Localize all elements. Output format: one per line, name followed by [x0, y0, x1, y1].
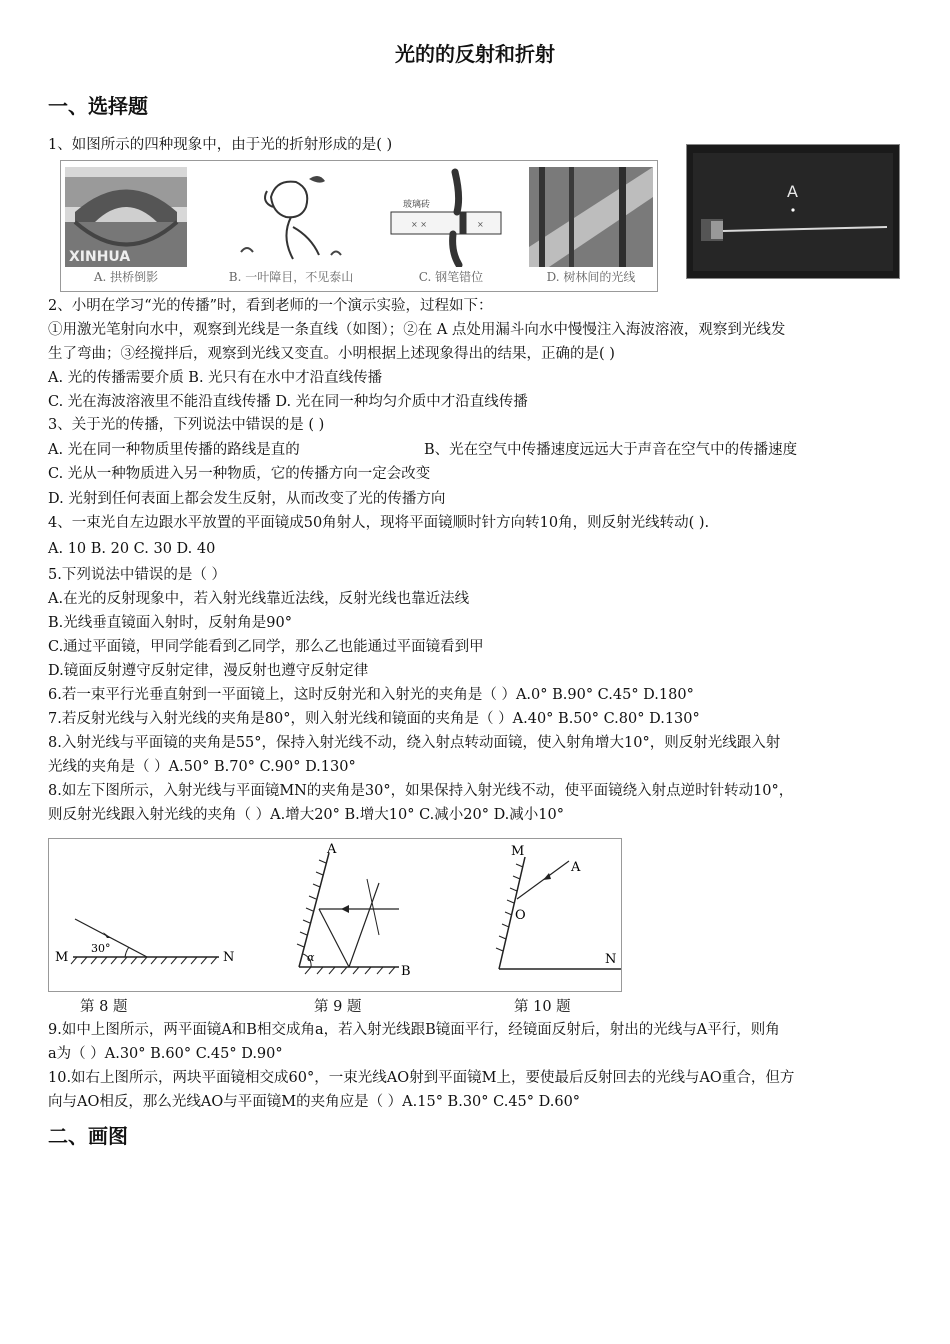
caption-b: B. 一叶障目，不见泰山 — [228, 270, 354, 284]
question-10-line-2: 向与AO相反，那么光线AO与平面镜M的夹角应是（ ）A.15° B.30° C.45° D.60° — [48, 1094, 581, 1110]
caption-c: C. 钢笔错位 — [418, 270, 484, 284]
forest-light-image — [529, 167, 653, 285]
question-1: 1、如图所示的四种现象中，由于光的折射形成的是( ) — [48, 137, 393, 153]
fig10-diagram — [496, 844, 621, 969]
question-5-option-d: D.镜面反射遵守反射定律，漫反射也遵守反射定律 — [48, 663, 369, 679]
question-5-stem: 5.下列说法中错误的是（ ） — [48, 567, 226, 583]
fig10-caption: 第 10 题 — [514, 999, 571, 1015]
fig8-caption: 第 8 题 — [80, 999, 128, 1015]
question-9-line-1: 9.如中上图所示，两平面镜A和B相交成角a，若入射光线跟B镜面平行，经镜面反射后，射出的光线与A平行，则角 — [48, 1022, 780, 1038]
question-5-option-a: A.在光的反射现象中，若入射光线靠近法线，反射光线也靠近法线 — [48, 591, 470, 607]
question-2-options-cd: C. 光在海波溶液里不能沿直线传播 D. 光在同一种均匀介质中才沿直线传播 — [48, 394, 528, 410]
fig9-alpha-label: α — [307, 951, 315, 964]
laser-water-photo — [686, 144, 900, 279]
question-3-option-b: B、光在空气中传播速度远远大于声音在空气中的传播速度 — [424, 442, 798, 458]
question-6: 6.若一束平行光垂直射到一平面镜上，这时反射光和入射光的夹角是（ ）A.0° B.90° C.45° D.180° — [48, 687, 694, 703]
question-5-option-b: B.光线垂直镜面入射时，反射角是90° — [48, 615, 292, 631]
section-heading-drawing: 二、画图 — [48, 1124, 128, 1148]
fig10-label-n: N — [605, 952, 617, 967]
fig8-label-m: M — [55, 950, 69, 965]
fig8-diagram — [55, 919, 234, 965]
mirror-diagrams — [48, 838, 622, 992]
question-7: 7.若反射光线与入射光线的夹角是80°，则入射光线和镜面的夹角是（ ）A.40° B.50° C.80° D.130° — [48, 711, 700, 727]
question-4-options: A. 10 B. 20 C. 30 D. 40 — [48, 541, 216, 557]
question-8b-line-1: 8.如左下图所示，入射光线与平面镜MN的夹角是30°，如果保持入射光线不动，使平面镜绕入射点逆时针转动10°， — [48, 783, 794, 799]
caption-a: A. 拱桥倒影 — [93, 270, 159, 284]
question-10-line-1: 10.如右上图所示，两块平面镜相交成60°，一束光线AO射到平面镜M上，要使最后反射回去的光线与AO重合，但方 — [48, 1070, 795, 1086]
question-2-options-ab: A. 光的传播需要介质 B. 光只有在水中才沿直线传播 — [48, 370, 383, 386]
question-4-stem: 4、一束光自左边跟水平放置的平面镜成50角射人，现将平面镜顺时针方向转10角，则反射光线转动( ). — [48, 515, 710, 531]
question-5-option-c: C.通过平面镜，甲同学能看到乙同学，那么乙也能通过平面镜看到甲 — [48, 639, 484, 655]
question-2-stem: 2、小明在学习“光的传播”时，看到老师的一个演示实验，过程如下： — [48, 298, 493, 314]
leaf-eye-image — [201, 167, 381, 285]
question-3-option-a: A. 光在同一种物质里传播的路线是直的 — [48, 442, 300, 458]
question-3-option-d: D. 光射到任何表面上都会发生反射，从而改变了光的传播方向 — [48, 491, 446, 507]
fig10-label-o: O — [515, 908, 526, 923]
fig10-label-m: M — [511, 844, 525, 859]
question-2-line-2: ①用激光笔射向水中，观察到光线是一条直线（如图）；②在 A 点处用漏斗向水中慢慢注入海波溶液，观察到光线发 — [48, 322, 786, 338]
question-3-stem: 3、关于光的传播，下列说法中错误的是 ( ) — [48, 417, 325, 433]
svg-text:× ×: × × — [411, 220, 427, 229]
section-heading-choice: 一、选择题 — [48, 94, 148, 118]
question-3-option-c: C. 光从一种物质进入另一种物质，它的传播方向一定会改变 — [48, 466, 431, 482]
question-8a-line-1: 8.入射光线与平面镜的夹角是55°，保持入射光线不动，绕入射点转动面镜，使入射角增大10°，则反射光线跟入射 — [48, 735, 781, 751]
svg-text:×: × — [477, 220, 484, 229]
glass-block-label: 玻璃砖 — [403, 200, 431, 210]
q1-figure — [60, 160, 658, 292]
fig9-caption: 第 9 题 — [314, 999, 362, 1015]
fig9-label-a: A — [327, 842, 337, 857]
question-8b-line-2: 则反射光线跟入射光线的夹角（ ）A.增大20° B.增大10° C.减小20° D.减小10° — [48, 807, 564, 823]
pen-glass-image — [381, 167, 521, 285]
page-title: 光的的反射和折射 — [395, 42, 555, 66]
fig9-label-b: B — [401, 964, 411, 979]
fig8-label-n: N — [223, 950, 235, 965]
caption-d: D. 树林间的光线 — [546, 270, 636, 284]
question-8a-line-2: 光线的夹角是（ ）A.50° B.70° C.90° D.130° — [48, 759, 356, 775]
question-2-line-3: 生了弯曲；③经搅拌后，观察到光线又变直。小明根据上述现象得出的结果，正确的是( ) — [48, 346, 615, 362]
fig10-label-a: A — [571, 860, 581, 875]
fig9-diagram — [297, 842, 411, 979]
point-a-label: A — [787, 182, 798, 201]
fig8-angle-label: 30° — [91, 942, 111, 955]
question-9-line-2: a为（ ）A.30° B.60° C.45° D.90° — [48, 1046, 283, 1062]
watermark-text: XINHUA — [69, 249, 131, 265]
arch-bridge-image — [65, 167, 187, 285]
